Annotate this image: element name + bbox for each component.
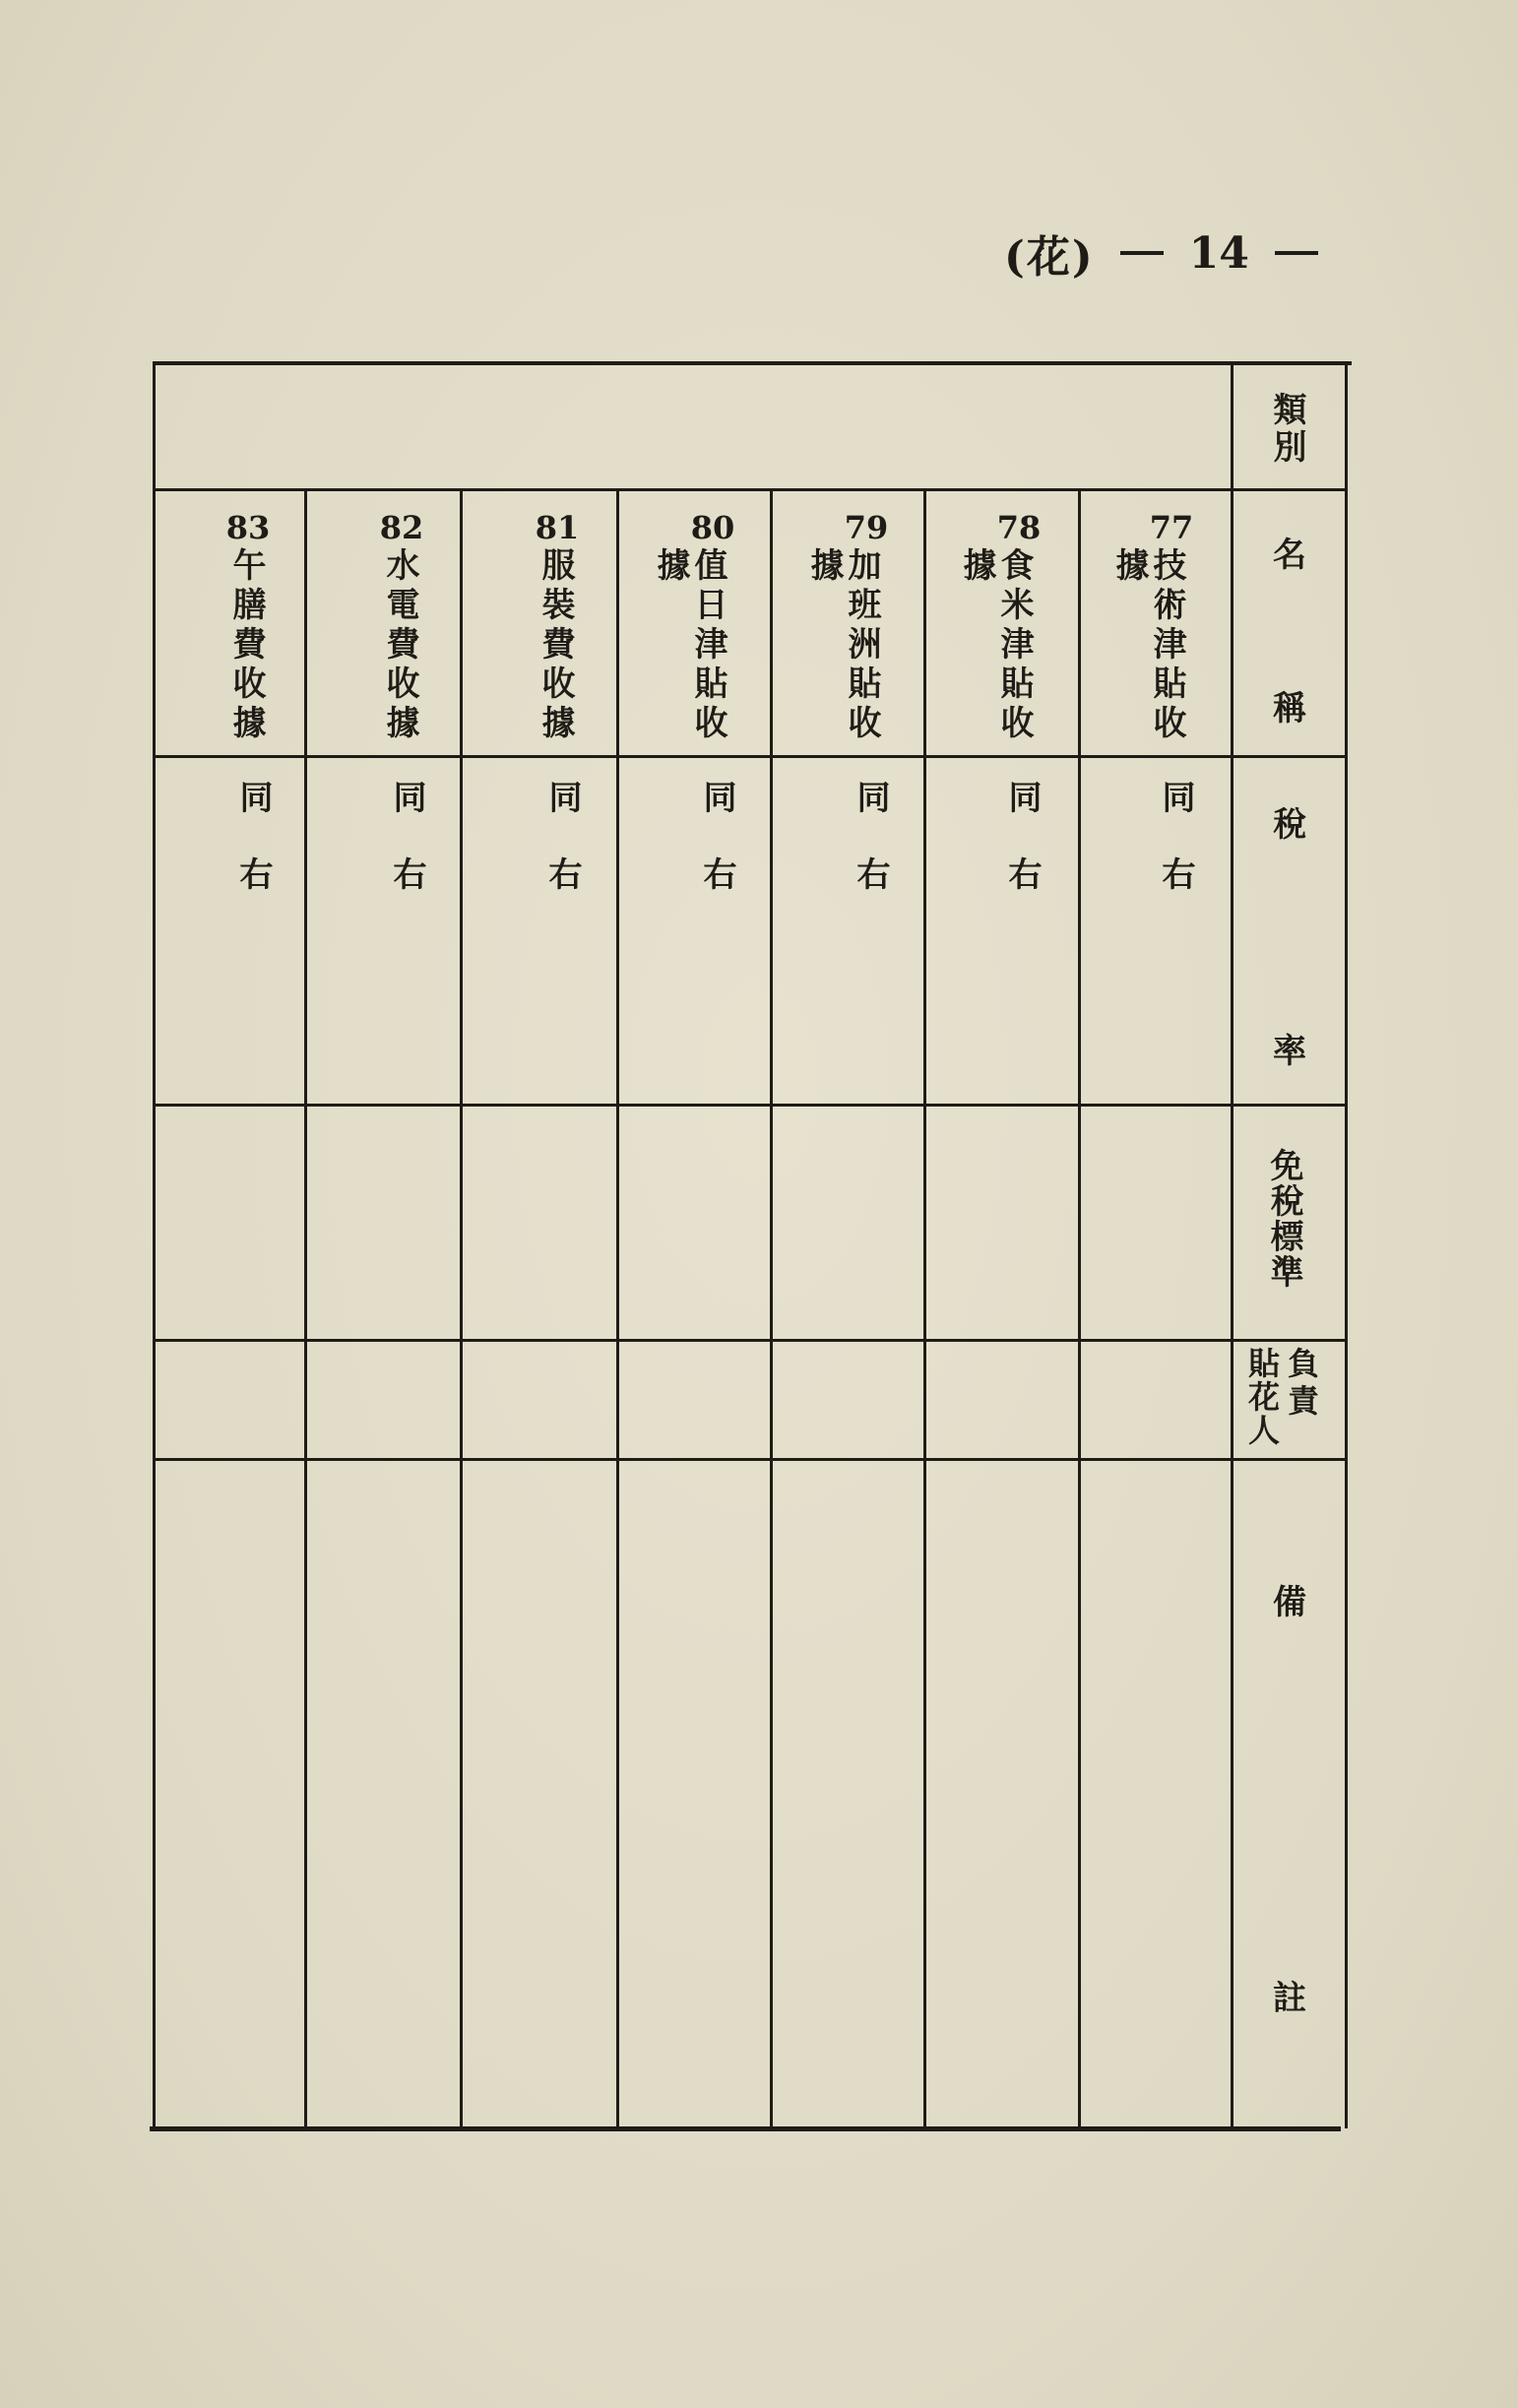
item-name-tail: 據 bbox=[957, 547, 996, 587]
header-stamp-responsible: 負責 bbox=[1283, 1347, 1320, 1422]
item-name-main: 值日津貼收 bbox=[688, 547, 727, 744]
item-name-tail: 據 bbox=[1109, 547, 1149, 587]
name-row-separator bbox=[153, 755, 1347, 758]
item-name-main: 技術津貼收 bbox=[1147, 547, 1186, 744]
header-dash-left bbox=[1120, 251, 1164, 255]
stamp-row-separator bbox=[153, 1458, 1347, 1461]
table-bottom-border bbox=[150, 2126, 1341, 2131]
category-row-separator bbox=[153, 488, 1347, 491]
item-rate-81: 同右 bbox=[542, 780, 582, 933]
item-name-tail: 據 bbox=[804, 547, 844, 587]
column-separator bbox=[923, 490, 926, 2128]
item-rate-82: 同右 bbox=[387, 780, 426, 933]
item-name-main: 食米津貼收 bbox=[994, 547, 1034, 744]
item-number-79: 79 bbox=[844, 509, 889, 546]
header-name-top: 名 bbox=[1273, 536, 1306, 575]
header-remarks-bottom: 註 bbox=[1273, 1979, 1306, 2018]
header-name-bottom: 稱 bbox=[1273, 689, 1306, 729]
section-mark: (花) bbox=[1004, 232, 1095, 283]
item-rate-80: 同右 bbox=[697, 780, 736, 933]
column-separator bbox=[460, 490, 463, 2128]
item-number-80: 80 bbox=[690, 509, 735, 546]
item-name-main: 加班洲貼收 bbox=[842, 547, 881, 744]
header-remarks-top: 備 bbox=[1273, 1583, 1306, 1622]
item-number-83: 83 bbox=[225, 509, 271, 546]
item-number-81: 81 bbox=[535, 509, 580, 546]
header-dash-right bbox=[1275, 251, 1318, 255]
header-rate-top: 稅 bbox=[1273, 805, 1306, 845]
header-category: 類別 bbox=[1267, 392, 1306, 467]
item-name-80 bbox=[651, 547, 727, 744]
item-name-78 bbox=[957, 547, 1034, 744]
header-exemption: 免稅標準 bbox=[1264, 1148, 1303, 1290]
item-name-83 bbox=[226, 547, 266, 744]
item-name-81 bbox=[536, 547, 575, 744]
column-separator bbox=[1078, 490, 1081, 2128]
item-number-82: 82 bbox=[379, 509, 424, 546]
column-separator bbox=[770, 490, 773, 2128]
exemption-row-separator bbox=[153, 1339, 1347, 1342]
item-number-78: 78 bbox=[996, 509, 1042, 546]
header-column-separator bbox=[1231, 364, 1233, 2128]
item-rate-79: 同右 bbox=[851, 780, 890, 933]
column-separator bbox=[616, 490, 619, 2128]
item-rate-83: 同右 bbox=[233, 780, 273, 933]
header-stamp-person: 貼花人 bbox=[1243, 1347, 1281, 1447]
item-name-79 bbox=[804, 547, 881, 744]
table-right-border bbox=[1345, 364, 1348, 2128]
table-top-border bbox=[153, 361, 1352, 365]
page-header bbox=[1004, 219, 1359, 287]
item-name-tail: 據 bbox=[651, 547, 690, 587]
item-name-main: 水電費收據 bbox=[380, 547, 419, 744]
column-separator bbox=[304, 490, 307, 2128]
item-rate-78: 同右 bbox=[1002, 780, 1042, 933]
item-name-82 bbox=[380, 547, 419, 744]
item-name-77 bbox=[1109, 547, 1186, 744]
header-rate-bottom: 率 bbox=[1273, 1032, 1306, 1071]
rate-row-separator bbox=[153, 1104, 1347, 1107]
item-name-main: 午膳費收據 bbox=[226, 547, 266, 744]
item-rate-77: 同右 bbox=[1156, 780, 1195, 933]
page-number: 14 bbox=[1188, 227, 1249, 279]
item-number-77: 77 bbox=[1149, 509, 1194, 546]
item-name-main: 服裝費收據 bbox=[536, 547, 575, 744]
table-left-border bbox=[153, 362, 156, 2128]
